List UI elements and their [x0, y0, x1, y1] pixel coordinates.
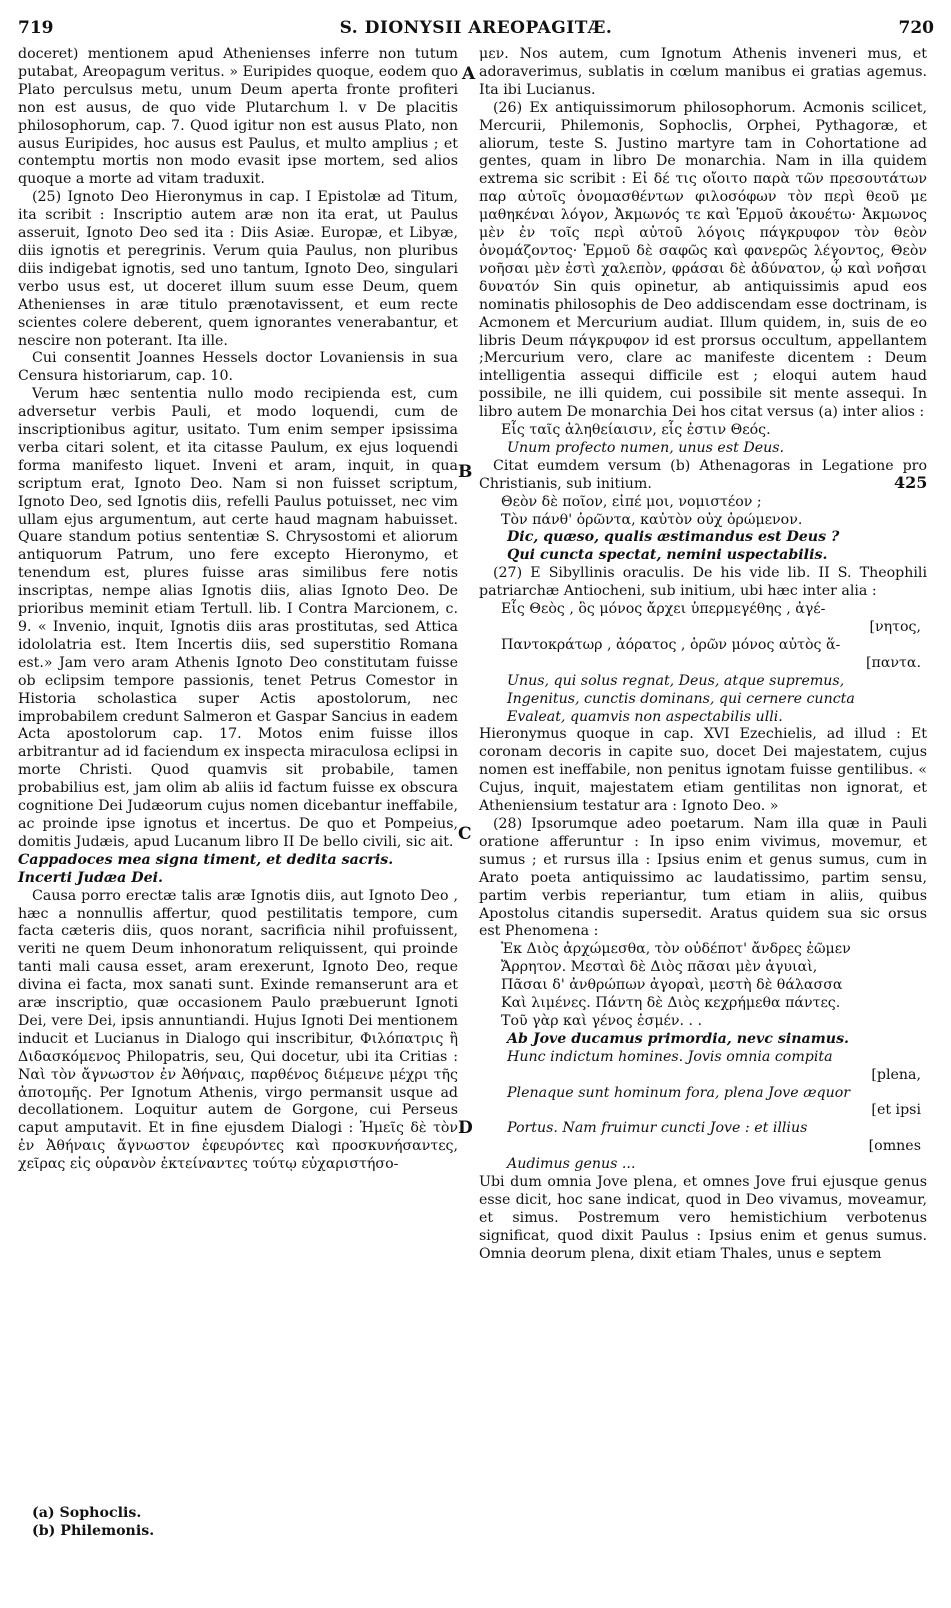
- paragraph: Ubi dum omnia Jove plena, et omnes Jove frui ejusque genus esse dicit, hoc sane indicat, quod in Deo vivamus, moveamur, et simus. Postremum vero hemistichium verbotenus significat, quod dixit Paulus : Ipsius enim et genus sumus. Omnia deorum plena, dixit etiam Thales, unus e septem: [479, 1174, 927, 1262]
- verse-continuation: [παντα.: [865, 654, 921, 671]
- verse-line: Unum profecto numen, unus est Deus.: [507, 439, 785, 456]
- verse-line: Ἄρρητον. Μεσταὶ δὲ Διὸς πᾶσαι μὲν ἀγυιαὶ,: [501, 959, 818, 976]
- footnote: (b) Philemonis.: [32, 1523, 155, 1539]
- margin-column-number: 425: [894, 473, 928, 492]
- verse-line: Τοῦ γὰρ καὶ γένος ἐσμέν. . .: [501, 1012, 703, 1029]
- paragraph: (26) Ex antiquissimorum philosophorum. Acmonis scilicet, Mercurii, Philemonis, Sophoclis, Orphei, Pythagoræ, et aliorum, teste S. Justino martyre tam in Cohortatione ad gentes, quam in libro De monarchia. Nam in illa quidem extrema sic scribit : Εἰ δέ τις οἴοιτο παρὰ τῶν πρεσουτάτων παρ αὐτοῖς ὀνομασθέντων φιλοσόφων τὸν περὶ θεοῦ με μαθηκέναι λόγον, Ἀκμωνός τε καὶ Ἑρμοῦ ἀκουέτω· Ἀκμωνος μὲν ἐν τοῖς περὶ αὐτοῦ λόγοις πάγκρυφον τὸν θεὸν ὀνομάζοντος· Ἑρμοῦ δὲ σαφῶς καὶ φανερῶς λέγοντος, Θεὸν νοῆσαι μὲν ἐστὶ χαλεπὸν, φράσαι δὲ ἀδύνατον, ᾧ καὶ νοῆσαι δυνατόν Sin quis opinetur, ab antiquissimis apud eos nominatis philosophis de Deo addiscendam esse doctrinam, is Acmonem et Mercurium audiat. Illum quidem, in, suis de eo libris Deum πάγκρυφον id est prorsus occultum, appellantem ;Mercurium vero, clare ac manifeste dicentem : Deum intelligentia assequi difficile est ; eloqui autem haud possibile, ne illi quidem, cui possibile sit mente assequi. In libro autem De monarchia Dei hos citat versus (a) inter alios :: [479, 99, 927, 421]
- verse-line: Θεὸν δὲ ποῖον, εἰπέ μοι, νομιστέον ;: [501, 493, 762, 510]
- verse-line: Unus, qui solus regnat, Deus, atque supremus,: [507, 672, 845, 689]
- paragraph: Verum hæc sententia nullo modo recipienda est, cum adversetur verbis Pauli, et modo loquendi, cum de inscriptionibus agitur, usitato. Tum enim semper ipsissima verba citari solent, et ita citasse Paulum, ex ejus loquendi forma manifesto liquet. Inveni et aram, inquit, in qua scriptum erat, Ignoto Deo. Nam si non fuisset scriptum, Ignoto Deo, sed Ignotis diis, refelli Paulus potuisset, nec vim ullam ejus argumentum, aut certe haud magnam habuisset. Quare standum potius sententiæ S. Chrysostomi et aliorum antiquorum Patrum, uno fere excepto Hieronymo, et tenendum est, plures fuisse aras similibus fere notis inscriptas, nempe alias Ignotis diis, alias Ignoto Deo. De prioribus meminit etiam Tertull. lib. I Contra Marcionem, c. 9. « Invenio, inquit, Ignotis diis aras prostitutas, sed Attica idololatria est. Item Incertis diis, sed superstitio Romana est.» Jam vero aram Athenis Ignoto Deo constitutam fuisse ob eclipsim tempore passionis, tenet Petrus Comestor in Historia scholastica super Actis apostolorum, nec improbabilem credunt Salmeron et Gaspar Sancius in eadem Acta apostolorum cap. 17. Motos enim fuisse illos arbitrantur ad id faciendum ex inspecta miraculosa eclipsi in morte Christi. Quod quamvis sit probabile, tamen probabilius est, jam olim ab aliis id factum fuisse ex obscura cognitione Dei Judæorum cujus nomen dicebantur ineffabile, ac proinde ipse ignotus et incertus. De quo et Pompeius, domitis Judæis, apud Lucanum libro II De bello civili, sic ait.: [18, 386, 458, 850]
- footnote: (a) Sophoclis.: [32, 1505, 142, 1521]
- verse-line: Εἷς Θεὸς , ὃς μόνος ἄρχει ὑπερμεγέθης , ἀγέ-: [501, 601, 826, 618]
- verse-line: Ἐκ Διὸς ἀρχώμεσθα, τὸν οὐδέποτ' ἄνδρες ἐῶμεν: [501, 941, 851, 958]
- left-column: [18, 46, 458, 1174]
- verse-line: Incerti Judæa Dei.: [18, 869, 163, 886]
- verse-line: Portus. Nam fruimur cuncti Jove : et illius: [507, 1120, 808, 1137]
- section-marker-d: D: [458, 1118, 473, 1138]
- verse-line: Καὶ λιμένες. Πάντη δὲ Διὸς κεχρήμεθα πάντες.: [501, 995, 841, 1012]
- verse-continuation: [omnes: [868, 1138, 921, 1155]
- verse-continuation: [plena,: [871, 1066, 921, 1083]
- verse-line: Evaleat, quamvis non aspectabilis ulli.: [507, 708, 783, 725]
- verse-continuation: [νητος,: [869, 619, 921, 635]
- verse-line: Dic, quæso, qualis æstimandus est Deus ?: [507, 529, 840, 546]
- paragraph: (28) Ipsorumque adeo poetarum. Nam illa quæ in Pauli oratione afferuntur : In ipso enim vivimus, movemur, et sumus ; et rursus illa : Ipsius enim et genus sumus, cum in Arato poeta antiquissimo ac laudatissimo, partim sensu, partim verbis reperiantur, tum etiam in aliis, quibus Apostolus citandis supersedit. Aratus quidem sua sic orsus est Phenomena :: [479, 815, 927, 940]
- paragraph: Citat eumdem versum (b) Athenagoras in Legatione pro Christianis, sub initium.: [479, 457, 927, 492]
- page-number-left: 719: [18, 18, 54, 38]
- paragraph: (27) E Sibyllinis oraculis. De his vide lib. II S. Theophili patriarchæ Antiocheni, sub initium, ubi hæc inter alia :: [479, 565, 927, 600]
- verse-line: Audimus genus ...: [507, 1156, 636, 1173]
- verse-line: Τὸν πάνθ' ὁρῶντα, καὐτὸν οὐχ ὁρώμενον.: [501, 511, 803, 528]
- verse-line: Hunc indictum homines. Jovis omnia compita: [507, 1048, 833, 1065]
- section-marker-a: A: [462, 64, 476, 84]
- verse-line: Παντοκράτωρ , ἀόρατος , ὁρῶν μόνος αὐτὸς ἅ-: [501, 636, 841, 653]
- verse-line: Πᾶσαι δ' ἀνθρώπων ἀγοραὶ, μεστὴ δὲ θάλασσα: [501, 977, 843, 994]
- page-number-right: 720: [898, 18, 934, 38]
- paragraph: Cui consentit Joannes Hessels doctor Lovaniensis in sua Censura historiarum, cap. 10.: [18, 350, 458, 385]
- page-header: [14, 14, 938, 44]
- running-title: S. DIONYSII AREOPAGITÆ.: [339, 18, 613, 38]
- verse-line: Ab Jove ducamus primordia, nevc sinamus.: [507, 1030, 849, 1047]
- verse-line: Plenaque sunt hominum fora, plena Jove æquor: [507, 1084, 851, 1101]
- right-column: [479, 46, 927, 1264]
- verse-line: Qui cuncta spectat, nemini uspectabilis.: [507, 547, 828, 564]
- paragraph: doceret) mentionem apud Athenienses inferre non tutum putabat, Areopagum veritus. » Euripides quoque, eodem quo Plato perculsus metu, unum Deum aperta fronte profiteri non est ausus, de quo vide Plutarchum l. v De placitis philosophorum, cap. 7. Quod igitur non est ausus Plato, non ausus Euripides, hoc ausus est Paulus, et multo amplius ; et contemptu mortis non modo evasit ipse mortem, sed alios quoque a morte ad vitam traduxit.: [18, 46, 458, 188]
- section-marker-b: B: [458, 462, 473, 482]
- paragraph: μεν. Nos autem, cum Ignotum Athenis inveneri mus, et adoraverimus, sublatis in cœlum manibus ei gratias agemus. Ita ibi Lucianus.: [479, 46, 927, 98]
- verse-line: Εἷς ταῖς ἀληθείαισιν, εἷς ἐστιν Θεός.: [501, 422, 771, 439]
- paragraph: Hieronymus quoque in cap. XVI Ezechielis, ad illud : Et coronam decoris in capite suo, docet Dei majestatem, cujus nomen est ineffabile, non penitus ignotam fuisse gentilibus. « Cujus, inquit, majestatem etiam gentilitas non ignorat, et Atheniensium testatur ara : Ignoto Deo. »: [479, 726, 927, 815]
- paragraph: Causa porro erectæ talis aræ Ignotis diis, aut Ignoto Deo , hæc a nonnullis affertur, quod pestilitatis tempore, cum facta cæteris diis, quos norant, sacrificia nihil profuissent, veriti ne quem Deum inhonoratum reliquissent, qui proinde tanti mali causa esset, aram erexerunt, Ignoto Deo, reque divina ei facta, mox sanati sunt. Exinde remanserunt ara et aræ inscriptio, quæ occasionem Paulo præbuerunt Ignoti Dei, vere Dei, ipsis annuntiandi. Hujus Ignoti Dei mentionem inducit et Lucianus in Dialogo qui inscribitur, Φιλόπατρις ἢ Διδασκόμενος Philopatris, seu, Qui docetur, ubi ita Critias : Ναὶ τὸν ἄγνωστον ἐν Ἀθήναις, παρθένος διέμεινε μέχρι τῆς ἀποτομῆς. Per Ignotum Athenis, virgo permansit usque ad decollationem. Loquitur autem de Gorgone, cui Perseus caput amputavit. Et in fine ejusdem Dialogi : Ἡμεῖς δὲ τὸν ἐν Ἀθήναις ἄγνωστον ἐφευρόντες καὶ προσκυνήσαντες, χεῖρας εἰς οὐρανὸν ἐκτείναντες τούτῳ εὐχαριστήσο-: [18, 887, 458, 1173]
- section-marker-c: C: [458, 824, 472, 844]
- verse-line: Ingenitus, cunctis dominans, qui cernere cuncta: [507, 690, 855, 707]
- verse-line: Cappadoces mea signa timent, et dedita sacris.: [18, 851, 394, 868]
- verse-continuation: [et ipsi: [871, 1102, 921, 1119]
- footnotes: [32, 1504, 154, 1540]
- paragraph: (25) Ignoto Deo Hieronymus in cap. I Epistolæ ad Titum, ita scribit : Inscriptio autem aræ non ita erat, ut Paulus asseruit, Ignoto Deo sed ita : Diis Asiæ. Europæ, et Libyæ, diis ignotis et peregrinis. Verum quia Paulus, non pluribus diis indigebat ignotis, sed uno tantum, Ignoto Deo, singulari verbo usus est, ut doceret illum suum esse Deum, quem Athenienses in aræ titulo prænotavissent, et eum recte scientes colere deberent, quem ignorantes venerabantur, et nescire non poterant. Ita ille.: [18, 189, 458, 349]
